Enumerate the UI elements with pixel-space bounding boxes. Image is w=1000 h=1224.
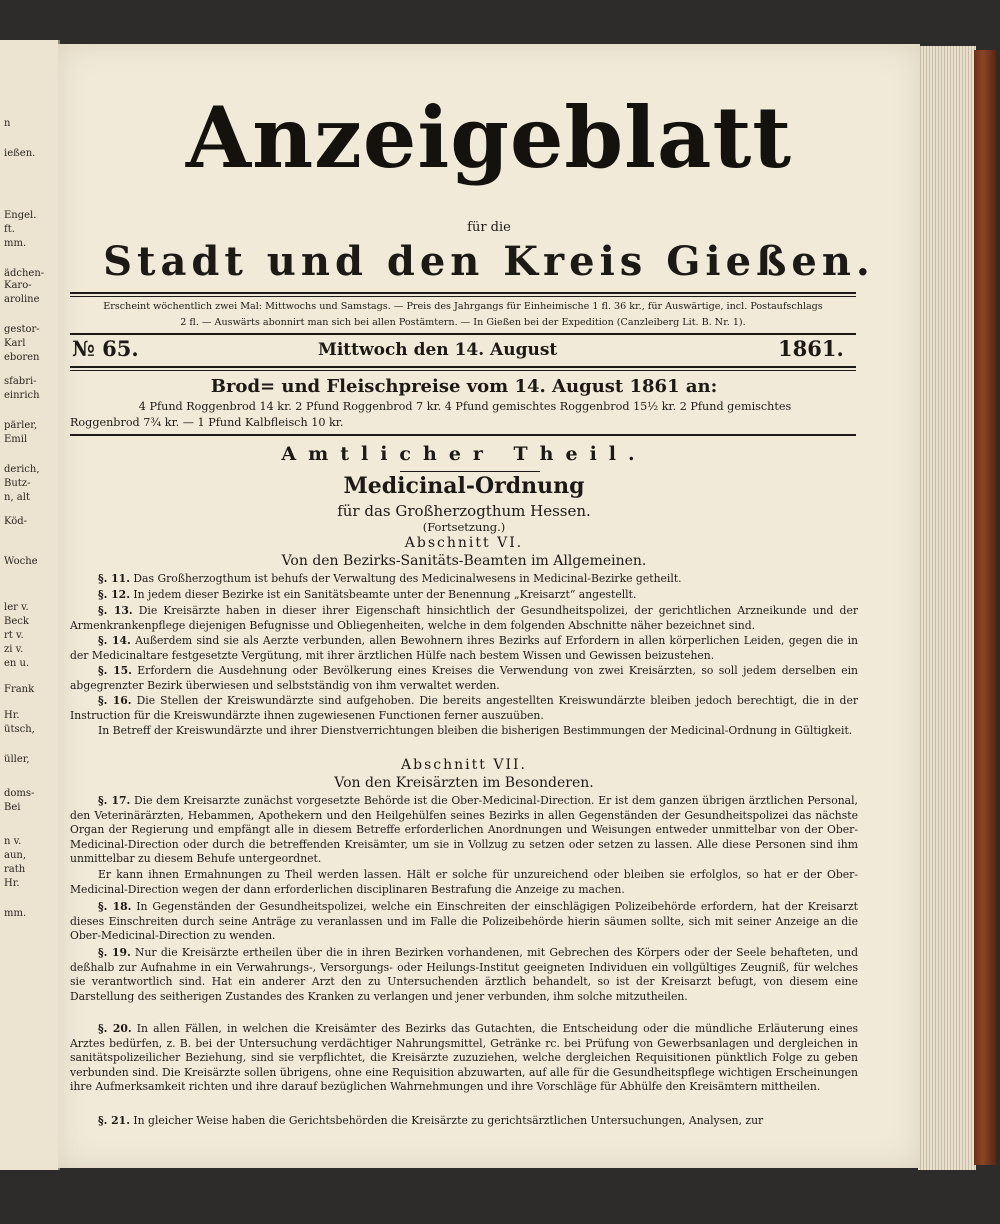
left-page-text-fragment: Butz- xyxy=(4,478,31,489)
paragraph-number: §. 18. xyxy=(98,900,132,913)
left-page-text-fragment: aun, xyxy=(4,850,27,861)
paragraph-number: §. 20. xyxy=(98,1022,132,1035)
paragraph-20 xyxy=(70,1022,858,1095)
left-page-text-fragment: mm. xyxy=(4,908,27,919)
document-subtitle: für das Großherzogthum Hessen. xyxy=(337,502,591,520)
paragraph-text: In gleicher Weise haben die Gerichtsbehörden die Kreisärzte zu gerichtsärztlichen Untersuchungen, Analysen, zur xyxy=(133,1114,764,1127)
chapter-7-heading: Abschnitt VII. xyxy=(401,757,527,773)
heading-short-rule xyxy=(400,471,540,472)
left-page-text-fragment: Woche xyxy=(4,556,38,567)
left-page-text-fragment: Frank xyxy=(4,684,35,695)
issue-number: № 65. xyxy=(72,336,139,361)
paragraph-19 xyxy=(70,946,858,1004)
paragraph-18 xyxy=(70,900,858,944)
rule-top-thin xyxy=(70,296,856,297)
paragraph-text: In Betreff der Kreiswundärzte und ihrer Dienstverrichtungen bleiben die bisherigen Bestimmungen der Medicinal-Ordnung in Gültigkeit. xyxy=(98,724,853,737)
paragraph-number: §. 17. xyxy=(98,794,131,807)
issue-date: Mittwoch den 14. August xyxy=(318,340,558,360)
book-spine xyxy=(974,50,996,1165)
left-page-text-fragment: Karl xyxy=(4,338,26,349)
paragraph-number: §. 13. xyxy=(98,604,133,617)
left-page-text-fragment: mm. xyxy=(4,238,27,249)
previous-page-edge xyxy=(0,40,60,1170)
paragraph-number: §. 21. xyxy=(98,1114,130,1127)
paragraph-12 xyxy=(70,588,858,603)
issue-year: 1861. xyxy=(778,336,844,361)
paragraph-13 xyxy=(70,604,858,633)
paragraph-11 xyxy=(70,572,858,587)
left-page-text-fragment: doms- xyxy=(4,788,35,799)
left-page-text-fragment: Hr. xyxy=(4,878,20,889)
price-list-line-1: 4 Pfund Roggenbrod 14 kr. 2 Pfund Roggenbrod 7 kr. 4 Pfund gemischtes Roggenbrod 15½ kr. 2 Pfund gemischtes xyxy=(138,400,792,413)
left-page-text-fragment: Bei xyxy=(4,802,21,813)
masthead-title: Anzeigeblatt xyxy=(185,88,793,187)
left-page-text-fragment: derich, xyxy=(4,464,40,475)
paragraph-text: Die Kreisärzte haben in dieser ihrer Eigenschaft hinsichtlich der Gesundheitspolizei, der gerichtlichen Arzneikunde und der Armenkrankenpflege diejenigen Befugnisse und Obliegenheiten, welche in dem folgenden Abschnitte näher bezeichnet sind. xyxy=(70,604,859,632)
left-page-text-fragment: rt v. xyxy=(4,630,24,641)
masthead-subtitle: Stadt und den Kreis Gießen. xyxy=(103,238,875,285)
paragraph-14 xyxy=(70,634,858,663)
left-page-text-fragment: Hr. xyxy=(4,710,20,721)
left-page-text-fragment: eboren xyxy=(4,352,40,363)
masthead-fuer-die: für die xyxy=(467,220,511,235)
rule-issue-bottom-thin xyxy=(70,370,856,371)
rule-top xyxy=(70,292,856,294)
rule-issue-bottom xyxy=(70,366,856,368)
left-page-text-fragment: sfabri- xyxy=(4,376,37,387)
left-page-text-fragment: Engel. xyxy=(4,210,37,221)
paragraph-text: Außerdem sind sie als Aerzte verbunden, allen Bewohnern ihres Bezirks auf Erfordern in allen körperlichen Leiden, gegen die in der Medicinaltare festgesetzte Vergütung, mit ihrer ärztlichen Hülfe nach bestem Wissen und Gewissen beizustehen. xyxy=(70,634,858,662)
paragraph-number: §. 15. xyxy=(98,664,132,677)
official-section-heading: Amtlicher Theil. xyxy=(281,443,647,465)
subscription-info-2: 2 fl. — Auswärts abonnirt man sich bei allen Postämtern. — In Gießen bei der Expedition (Canzleiberg Lit. B. Nr. 1). xyxy=(180,317,746,328)
paragraph-16-continued xyxy=(70,724,858,739)
left-page-text-fragment: einrich xyxy=(4,390,40,401)
paragraph-text: In jedem dieser Bezirke ist ein Sanitätsbeamte unter der Benennung „Kreisarzt“ angestellt. xyxy=(133,588,637,601)
document-title: Medicinal-Ordnung xyxy=(343,473,585,499)
left-page-text-fragment: n v. xyxy=(4,836,22,847)
chapter-6-heading: Abschnitt VI. xyxy=(404,535,524,551)
paragraph-15 xyxy=(70,664,858,693)
left-page-text-fragment: ler v. xyxy=(4,602,29,613)
left-page-text-fragment: n, alt xyxy=(4,492,30,503)
price-list-line-2: Roggenbrod 7¾ kr. — 1 Pfund Kalbfleisch 10 kr. xyxy=(70,416,344,429)
paragraph-17-continued xyxy=(70,868,858,897)
paragraph-17 xyxy=(70,794,858,867)
left-page-text-fragment: ädchen- xyxy=(4,268,45,279)
paragraph-text: Nur die Kreisärzte ertheilen über die in ihren Bezirken vorhandenen, mit Gebrechen des Körpers oder der Seele behafteten, und deßhalb zur Aufnahme in ein Verwahrungs-, Versorgungs- oder Heilungs-Institut geeigneten Individuen ein vollgültiges Zeugniß, für welches sie verantwortlich sind. Hat ein anderer Arzt den zu Untersuchenden ärztlich behandelt, so ist der Kreisarzt befugt, von diesem eine Darstellung des seitherigen Zustandes des Kranken zu verlangen und jener verbunden, ihm solche mitzutheilen. xyxy=(70,946,858,1003)
left-page-text-fragment: ütsch, xyxy=(4,724,35,735)
left-page-text-fragment: n xyxy=(4,118,11,129)
paragraph-number: §. 19. xyxy=(98,946,131,959)
left-page-text-fragment: zi v. xyxy=(4,644,24,655)
paragraph-text: Das Großherzogthum ist behufs der Verwaltung des Medicinalwesens in Medicinal-Bezirke getheilt. xyxy=(133,572,682,585)
paragraph-text: Die Stellen der Kreiswundärzte sind aufgehoben. Die bereits angestellten Kreiswundärzte bleiben jedoch berechtigt, die in der Instruction für die Kreiswundärzte ihnen zugewiesenen Functionen ferner auszuüben. xyxy=(70,694,859,722)
paragraph-text: Erfordern die Ausdehnung oder Bevölkerung eines Kreises die Verwendung von zwei Kreisärzten, so soll jedem derselben ein abgegrenzter Bezirk überwiesen und selbstständig von ihm verwaltet werden. xyxy=(70,664,859,692)
paragraph-21 xyxy=(70,1114,858,1129)
left-page-text-fragment: aroline xyxy=(4,294,40,305)
newspaper-page xyxy=(58,44,920,1168)
paragraph-number: §. 12. xyxy=(98,588,130,601)
chapter-6-title: Von den Bezirks-Sanitäts-Beamten im Allgemeinen. xyxy=(281,553,647,569)
left-page-text-fragment: rath xyxy=(4,864,26,875)
left-page-text-fragment: en u. xyxy=(4,658,30,669)
paragraph-text: In Gegenständen der Gesundheitspolizei, welche ein Einschreiten der einschlägigen Polizeibehörde erfordern, hat der Kreisarzt dieses Einschreiten durch seine Anträge zu veranlassen und im Falle die Polizeibehörde hierin säumen sollte, sich mit seiner Anzeige an die Ober-Medicinal-Direction zu wenden. xyxy=(70,900,858,943)
left-page-text-fragment: Beck xyxy=(4,616,29,627)
left-page-text-fragment: üller, xyxy=(4,754,30,765)
chapter-7-title: Von den Kreisärzten im Besonderen. xyxy=(334,775,594,791)
price-list-title: Brod= und Fleischpreise vom 14. August 1861 an: xyxy=(210,376,718,397)
paragraph-number: §. 16. xyxy=(98,694,132,707)
paragraph-text: In allen Fällen, in welchen die Kreisämter des Bezirks das Gutachten, die Entscheidung oder die mündliche Erläuterung eines Arztes bedürfen, z. B. bei der Untersuchung verdächtiger Nahrungsmittel, Getränke rc. bei Prüfung von Gewerbsanlagen und dergleichen in sanitätspolizeilicher Beziehung, sind sie verpflichtet, die Kreisärzte zuzuziehen, welche dergleichen Requisitionen pünktlich Folge zu geben verbunden sind. Die Kreisärzte sollen übrigens, ohne eine Requisition abzuwarten, auf alle für die Gesundheitspflege wichtigen Erscheinungen ihre Aufmerksamkeit richten und ihre darauf bezüglichen Wahrnehmungen und ihre Vorschläge für Abhülfe den Kreisämtern mittheilen. xyxy=(70,1022,858,1094)
rule-prices-bottom xyxy=(70,434,856,436)
left-page-text-fragment: Karo- xyxy=(4,280,32,291)
continuation-note: (Fortsetzung.) xyxy=(422,520,506,534)
left-page-text-fragment: Köd- xyxy=(4,516,28,527)
subscription-info-1: Erscheint wöchentlich zwei Mal: Mittwochs und Samstags. — Preis des Jahrgangs für Einheimische 1 fl. 36 kr., für Auswärtige, incl. Postaufschlags xyxy=(103,301,823,312)
left-page-text-fragment: pärler, xyxy=(4,420,38,431)
paragraph-number: §. 14. xyxy=(98,634,131,647)
left-page-text-fragment: Emil xyxy=(4,434,28,445)
paragraph-16 xyxy=(70,694,858,723)
paragraph-text: Er kann ihnen Ermahnungen zu Theil werden lassen. Hält er solche für unzureichend oder bleiben sie erfolglos, so hat er der Ober-Medicinal-Direction wegen der dann erforderlichen disciplinaren Bestrafung die Anzeige zu machen. xyxy=(70,868,858,896)
left-page-text-fragment: gestor- xyxy=(4,324,40,335)
paragraph-text: Die dem Kreisarzte zunächst vorgesetzte Behörde ist die Ober-Medicinal-Direction. Er ist dem ganzen übrigen ärztlichen Personal, den Veterinärärzten, Hebammen, Apothekern und den Heilgehülfen seines Bezirks in allen Gegenständen der Gesundheitspolizei das nächste Organ der Regierung und empfängt alle in diesem Betreffe erforderlichen Anordnungen und Weisungen entweder unmittelbar von der Ober-Medicinal-Direction oder durch die betreffenden Kreisämter, um sie in Vollzug zu setzen oder setzen zu lassen. Alle diese Personen sind ihm unmittelbar zu diesem Behufe untergeordnet. xyxy=(70,794,858,866)
paragraph-number: §. 11. xyxy=(98,572,130,585)
left-page-text-fragment: ft. xyxy=(4,224,15,235)
rule-issue-top xyxy=(70,333,856,335)
left-page-text-fragment: ießen. xyxy=(4,148,36,159)
page-stack-edge xyxy=(918,46,976,1170)
